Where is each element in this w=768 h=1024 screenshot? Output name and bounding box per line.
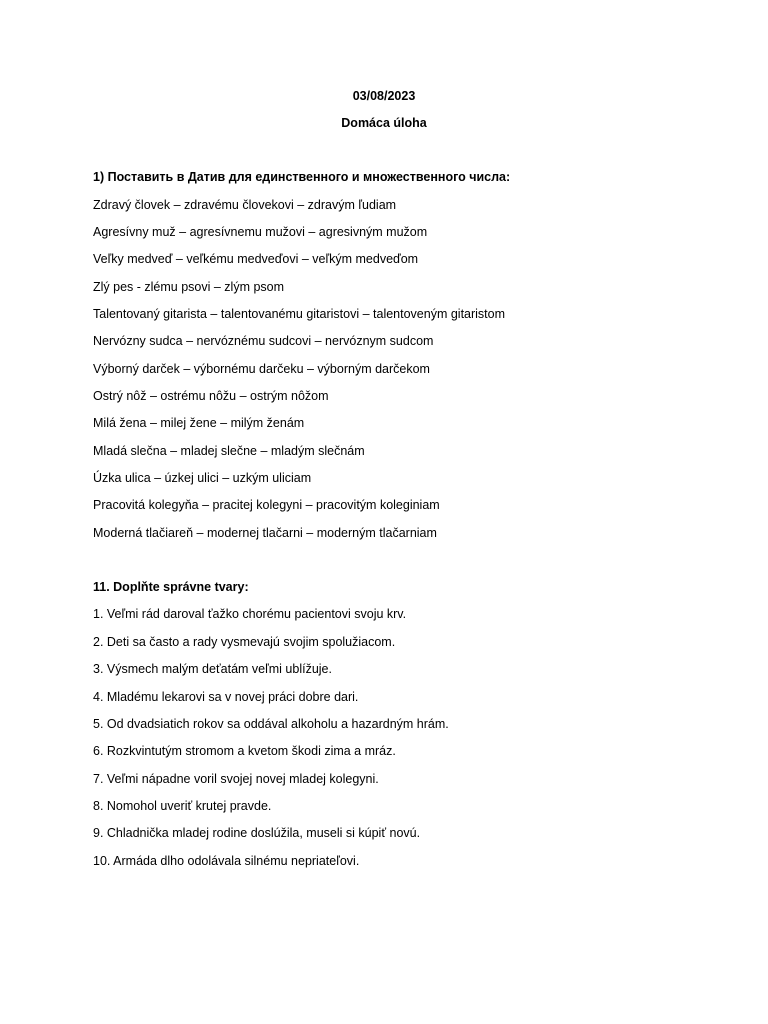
- list-item: 7. Veľmi nápadne voril svojej novej mladej kolegyni.: [93, 772, 379, 786]
- list-item: 2. Deti sa často a rady vysmevajú svojim spolužiacom.: [93, 635, 396, 649]
- list-item: 10. Armáda dlho odolávala silnému nepriateľovi.: [93, 854, 360, 868]
- list-item: 3. Výsmech malým deťatám veľmi ublížuje.: [93, 662, 332, 676]
- list-item: Pracovitá kolegyňa – pracitej kolegyni – pracovitým koleginiam: [93, 498, 440, 512]
- list-item: Zdravý človek – zdravému človekovi – zdravým ľudiam: [93, 198, 397, 212]
- list-item: Milá žena – milej žene – milým ženám: [93, 416, 305, 430]
- document-title: Domáca úloha: [341, 116, 427, 130]
- list-item: Talentovaný gitarista – talentovanému gitaristovi – talentoveným gitaristom: [93, 307, 506, 321]
- list-item: 6. Rozkvintutým stromom a kvetom škodi zima a mráz.: [93, 744, 396, 758]
- task2-heading: 11. Doplňte správne tvary:: [93, 580, 249, 594]
- list-item: 9. Chladnička mladej rodine doslúžila, museli si kúpiť novú.: [93, 826, 421, 840]
- list-item: Mladá slečna – mladej slečne – mladým slečnám: [93, 444, 365, 458]
- list-item: Moderná tlačiareň – modernej tlačarni – moderným tlačarniam: [93, 526, 437, 540]
- task1-heading: 1) Поставить в Датив для единственного и множественного числа:: [93, 170, 511, 184]
- list-item: 4. Mladému lekarovi sa v novej práci dobre dari.: [93, 690, 359, 704]
- list-item: Veľky medveď – veľkému medveďovi – veľkým medveďom: [93, 252, 419, 266]
- list-item: Úzka ulica – úzkej ulici – uzkým uliciam: [93, 471, 312, 485]
- list-item: Agresívny muž – agresívnemu mužovi – agresivným mužom: [93, 225, 428, 239]
- list-item: Nervózny sudca – nervóznému sudcovi – nervóznym sudcom: [93, 334, 434, 348]
- list-item: Zlý pes - zlému psovi – zlým psom: [93, 280, 285, 294]
- document-date: 03/08/2023: [352, 89, 416, 103]
- list-item: Výborný darček – výbornému darčeku – výborným darčekom: [93, 362, 430, 376]
- list-item: 8. Nomohol uveriť krutej pravde.: [93, 799, 272, 813]
- list-item: 1. Veľmi rád daroval ťažko chorému pacientovi svoju krv.: [93, 607, 407, 621]
- list-item: Ostrý nôž – ostrému nôžu – ostrým nôžom: [93, 389, 329, 403]
- list-item: 5. Od dvadsiatich rokov sa oddával alkoholu a hazardným hrám.: [93, 717, 449, 731]
